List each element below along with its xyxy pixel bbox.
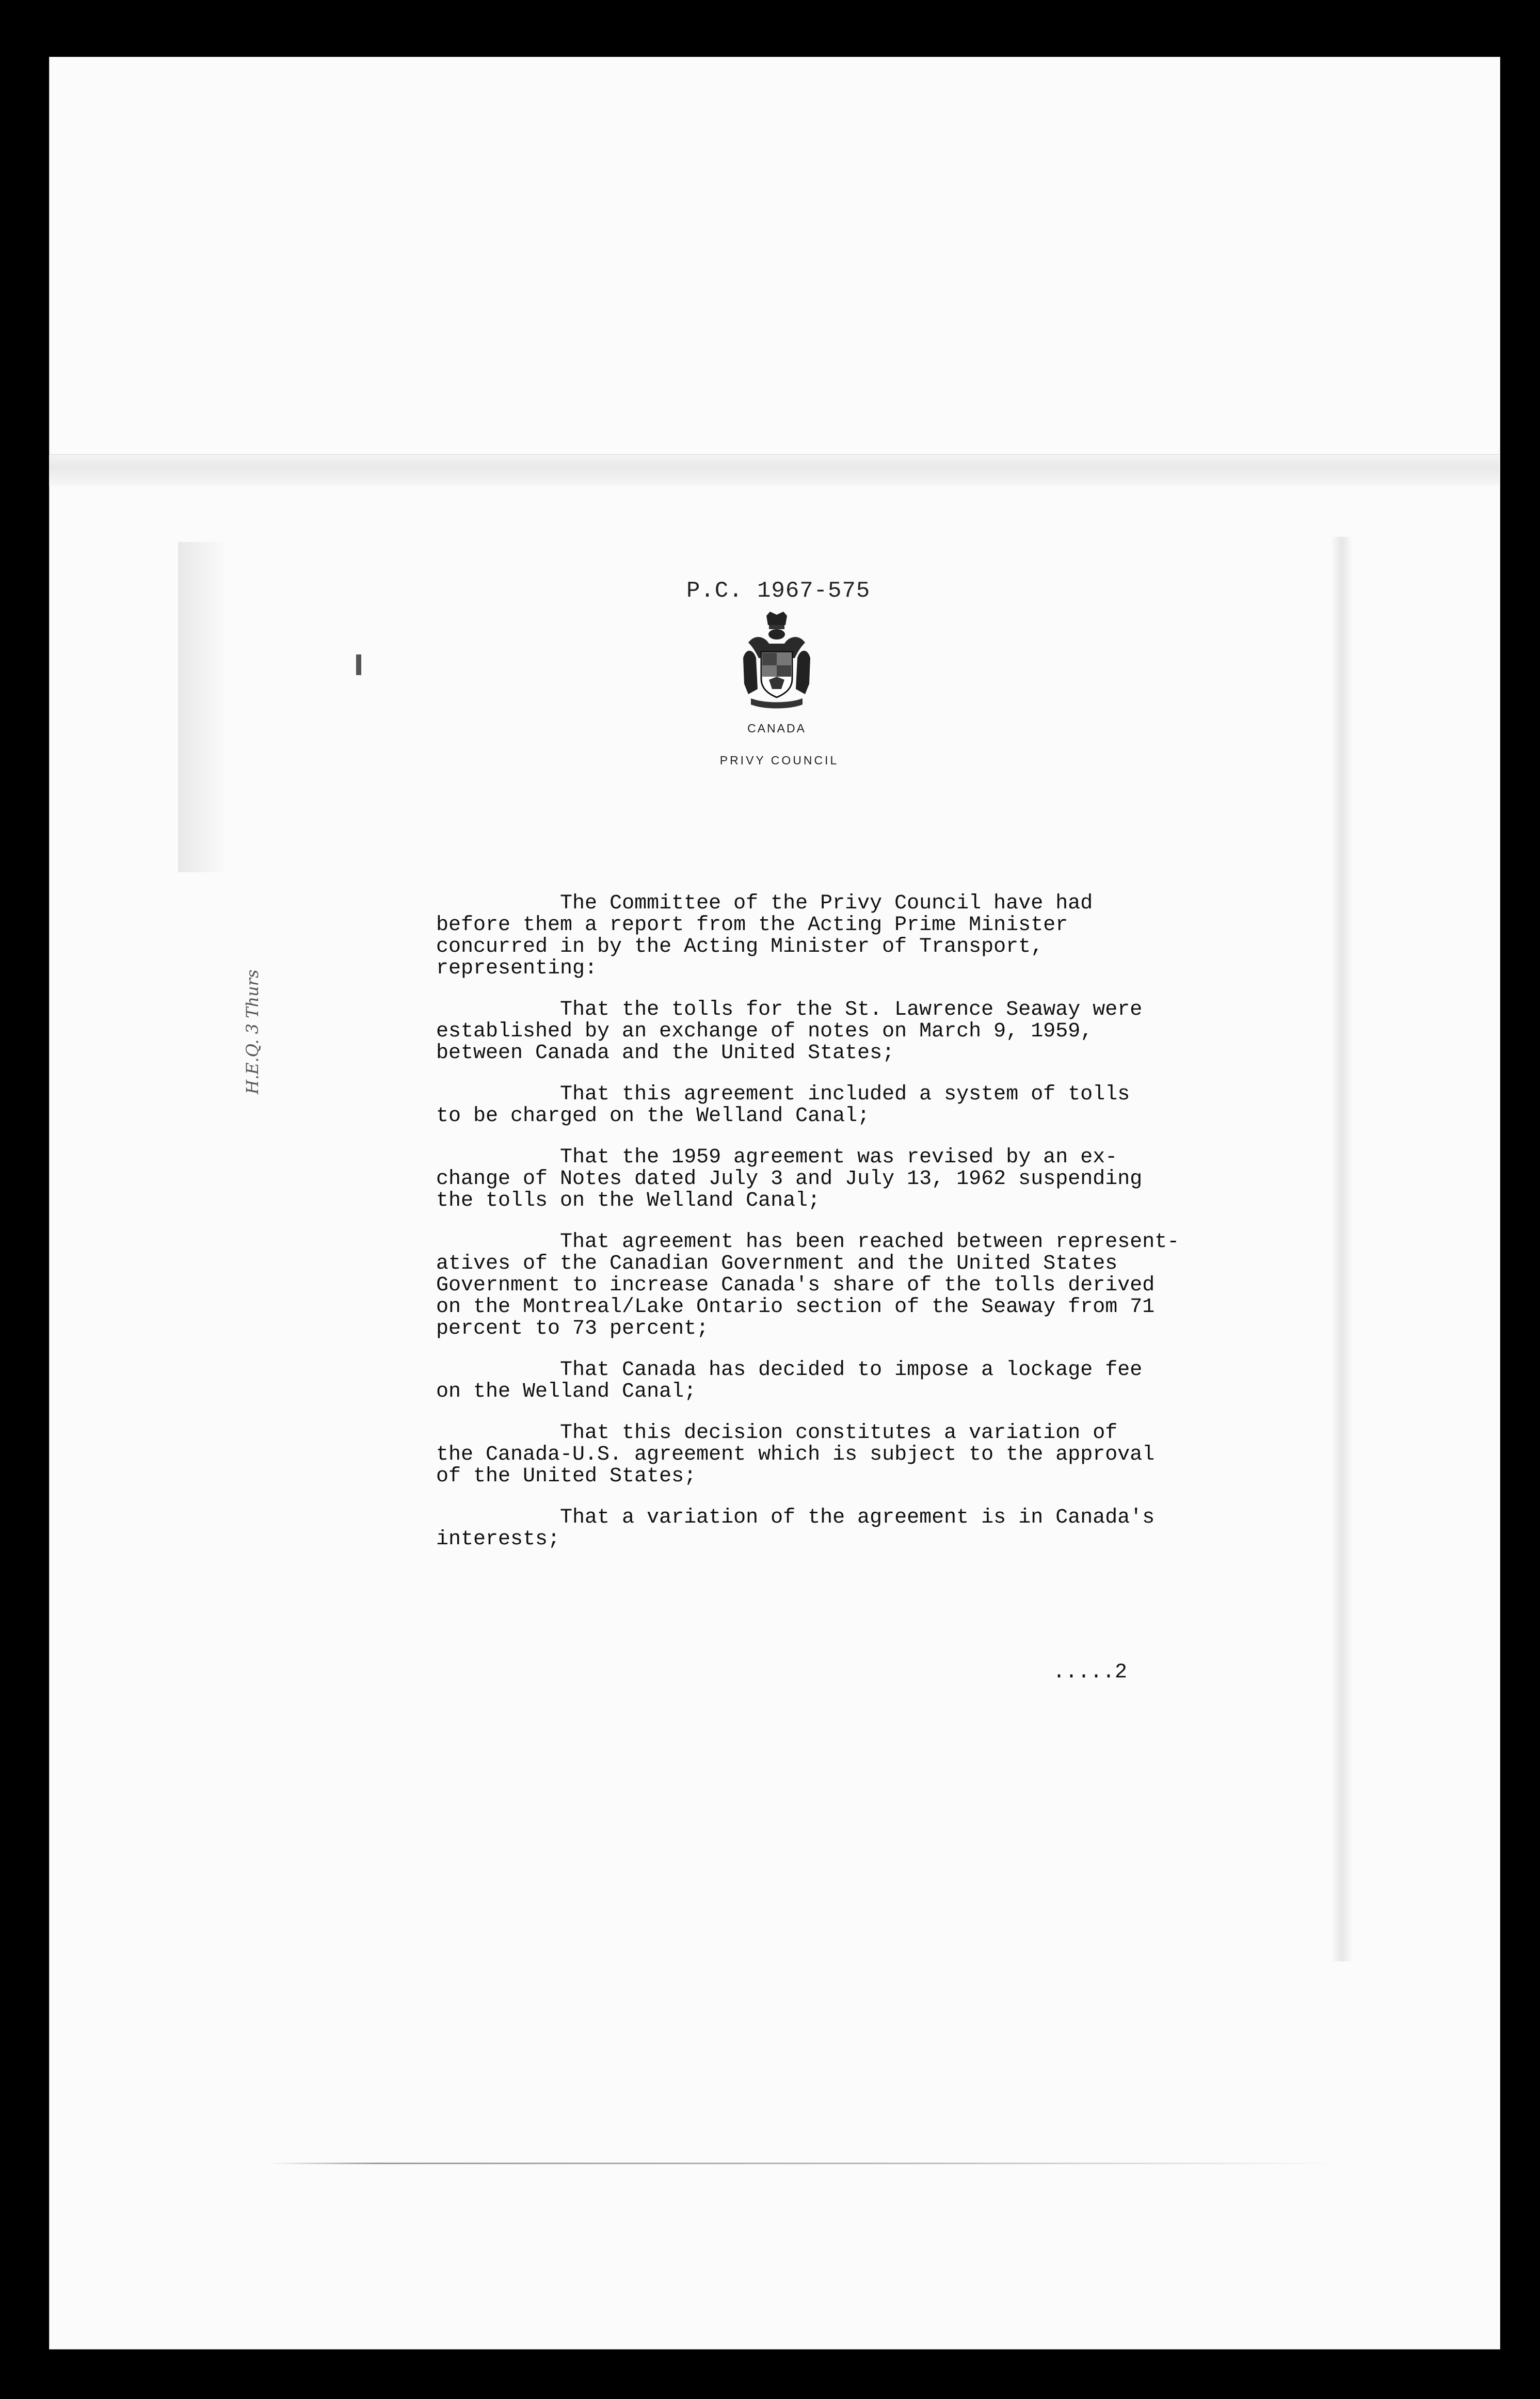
margin-mark <box>356 654 361 675</box>
header-privy-council: PRIVY COUNCIL <box>719 754 839 767</box>
coat-of-arms-icon <box>738 612 815 710</box>
header-canada: CANADA <box>747 722 806 735</box>
handwritten-margin-note: H.E.Q. 3 Thurs <box>243 969 262 1094</box>
continuation-marker: .....2 <box>1053 1661 1128 1684</box>
paragraph: That a variation of the agreement is in Canada's interests; <box>436 1506 1155 1551</box>
paragraph: The Committee of the Privy Council have had before them a report from the Acting Prime Minister concurred in by the Acting Minister of Transport, representing: <box>436 892 1093 980</box>
paragraph: That agreement has been reached between represent- atives of the Canadian Government and the United States Government to increase Canada's share of the tolls derived on the Montreal/Lake Ontario section of the Seaway from 71 percent to 73 percent; <box>436 1230 1180 1340</box>
order-number: P.C. 1967-575 <box>686 578 871 604</box>
order-body <box>436 893 1282 1570</box>
paragraph: That this agreement included a system of tolls to be charged on the Welland Canal; <box>436 1083 1130 1128</box>
page-shadow-left <box>178 542 224 872</box>
paragraph: That the 1959 agreement was revised by an ex- change of Notes dated July 3 and July 13, 1962 suspending the tolls on the Welland Canal; <box>436 1146 1143 1212</box>
paragraph: That this decision constitutes a variation of the Canada-U.S. agreement which is subject to the approval of the United States; <box>436 1421 1155 1488</box>
page-bottom-rule <box>268 2163 1342 2164</box>
paragraph: That the tolls for the St. Lawrence Seaway were established by an exchange of notes on March 9, 1959, between Canada and the United States; <box>436 998 1143 1065</box>
paper-fold <box>49 454 1499 486</box>
paragraph: That Canada has decided to impose a lockage fee on the Welland Canal; <box>436 1358 1143 1403</box>
page-shadow-right <box>1332 537 1352 1961</box>
